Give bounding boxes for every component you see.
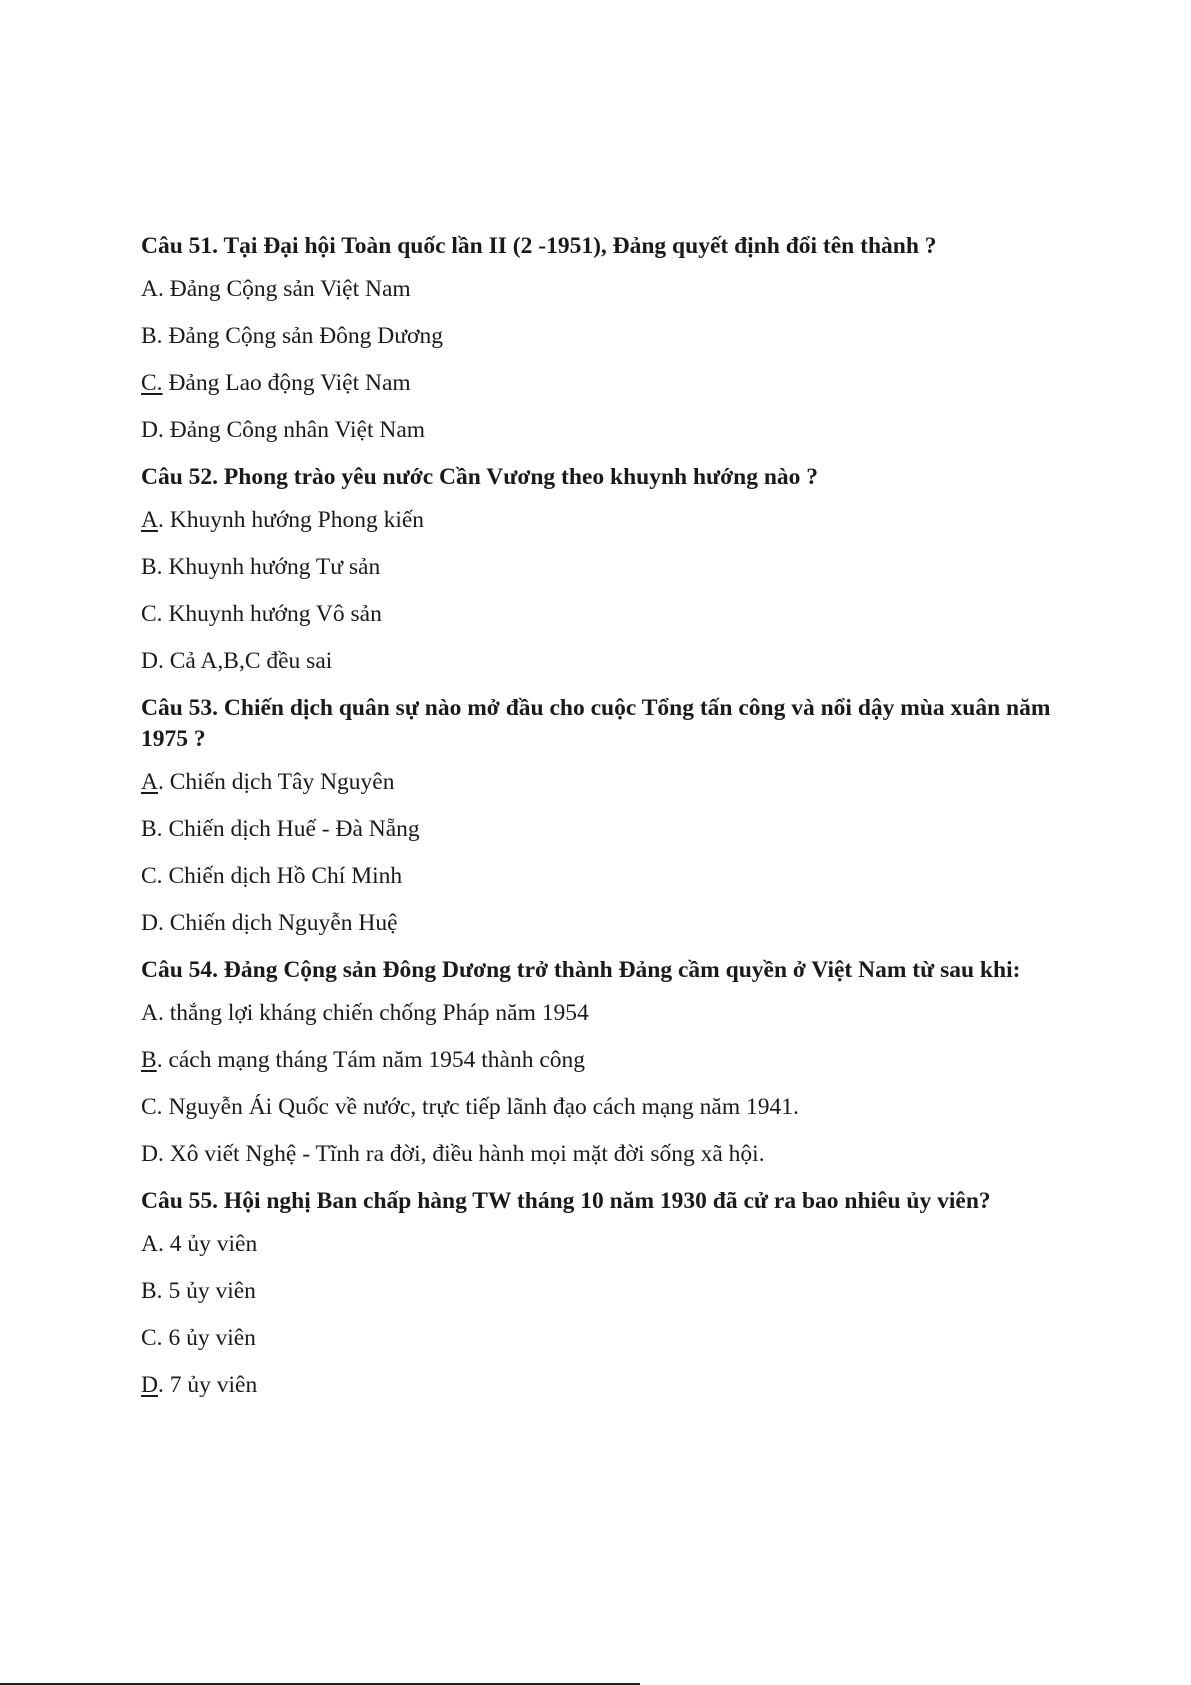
question-title: Câu 55. Hội nghị Ban chấp hàng TW tháng 10 năm 1930 đã cử ra bao nhiêu ủy viên? (141, 1188, 991, 1214)
answer-option (141, 274, 1061, 305)
answer-letter: B. (141, 323, 163, 349)
answer-letter: A. (141, 276, 164, 302)
question-title: Câu 54. Đảng Cộng sản Đông Dương trở thành Đảng cầm quyền ở Việt Nam từ sau khi: (141, 957, 1021, 983)
answer-letter: A. (141, 1000, 164, 1026)
answer-letter: D. (141, 1141, 164, 1167)
answer-option (141, 767, 1061, 798)
answer-text: 4 ủy viên (163, 1231, 258, 1257)
answer-letter: B. (141, 554, 163, 580)
answer-text: Chiến dịch Huế - Đà Nẵng (162, 816, 420, 842)
answer-text: Chiến dịch Hồ Chí Minh (162, 863, 403, 889)
answer-letter: B. (141, 816, 163, 842)
answer-letter: C. (141, 601, 163, 627)
answer-letter: D. (141, 417, 164, 443)
question-block (141, 693, 1061, 939)
answer-letter: B. (141, 1278, 163, 1304)
answer-option (141, 908, 1061, 939)
question-block (141, 1186, 1061, 1401)
document-page (141, 231, 1061, 1417)
answer-option (141, 1139, 1061, 1170)
answer-text: Nguyễn Ái Quốc về nước, trực tiếp lãnh đạo cách mạng năm 1941. (162, 1094, 799, 1120)
answer-letter-marked: A (141, 507, 158, 533)
answer-option (141, 1323, 1061, 1354)
answer-letter: C. (141, 1094, 163, 1120)
question-block (141, 462, 1061, 677)
answer-option (141, 1276, 1061, 1307)
answer-option (141, 861, 1061, 892)
answer-text: Đảng Cộng sản Đông Dương (162, 323, 443, 349)
answer-letter-marked: C. (141, 370, 163, 396)
answer-option (141, 368, 1061, 399)
answer-text: . 7 ủy viên (157, 1372, 258, 1398)
answer-option (141, 1045, 1061, 1076)
answer-letter-marked: B (141, 1047, 157, 1073)
answer-text: Đảng Cộng sản Việt Nam (163, 276, 411, 302)
answer-option (141, 599, 1061, 630)
answer-option (141, 998, 1061, 1029)
answer-letter: A. (141, 1231, 164, 1257)
answer-text: Cả A,B,C đều sai (163, 648, 333, 674)
answer-letter-marked: D (141, 1372, 158, 1398)
answer-text: . Khuynh hướng Phong kiến (157, 507, 425, 533)
answer-option (141, 1092, 1061, 1123)
question-title: Câu 52. Phong trào yêu nước Cần Vương theo khuynh hướng nào ? (141, 464, 819, 490)
answer-letter: C. (141, 863, 163, 889)
answer-option (141, 1370, 1061, 1401)
answer-text: Khuynh hướng Tư sản (162, 554, 381, 580)
answer-letter: D. (141, 910, 164, 936)
answer-letter: C. (141, 1325, 163, 1351)
answer-text: 6 ủy viên (162, 1325, 256, 1351)
answer-letter-marked: A (141, 769, 158, 795)
answer-text: . cách mạng tháng Tám năm 1954 thành công (156, 1047, 586, 1073)
answer-text: thắng lợi kháng chiến chống Pháp năm 1954 (163, 1000, 589, 1026)
answer-option (141, 415, 1061, 446)
question-title: Câu 51. Tại Đại hội Toàn quốc lần II (2 -1951), Đảng quyết định đổi tên thành ? (141, 233, 937, 259)
question-title: Câu 53. Chiến dịch quân sự nào mở đầu cho cuộc Tổng tấn công và nổi dậy mùa xuân năm 1975 ? (141, 695, 1051, 752)
answer-option (141, 646, 1061, 677)
answer-text: Đảng Công nhân Việt Nam (163, 417, 426, 443)
answer-text: Xô viết Nghệ - Tĩnh ra đời, điều hành mọi mặt đời sống xã hội. (163, 1141, 765, 1167)
answer-option (141, 1229, 1061, 1260)
answer-option (141, 505, 1061, 536)
answer-text: Chiến dịch Nguyễn Huệ (163, 910, 398, 936)
answer-option (141, 321, 1061, 352)
question-block (141, 231, 1061, 446)
answer-option (141, 814, 1061, 845)
answer-text: . Chiến dịch Tây Nguyên (157, 769, 395, 795)
answer-text: Khuynh hướng Vô sản (162, 601, 382, 627)
answer-text: Đảng Lao động Việt Nam (162, 370, 411, 396)
answer-text: 5 ủy viên (162, 1278, 256, 1304)
answer-letter: D. (141, 648, 164, 674)
answer-option (141, 552, 1061, 583)
question-block (141, 955, 1061, 1170)
